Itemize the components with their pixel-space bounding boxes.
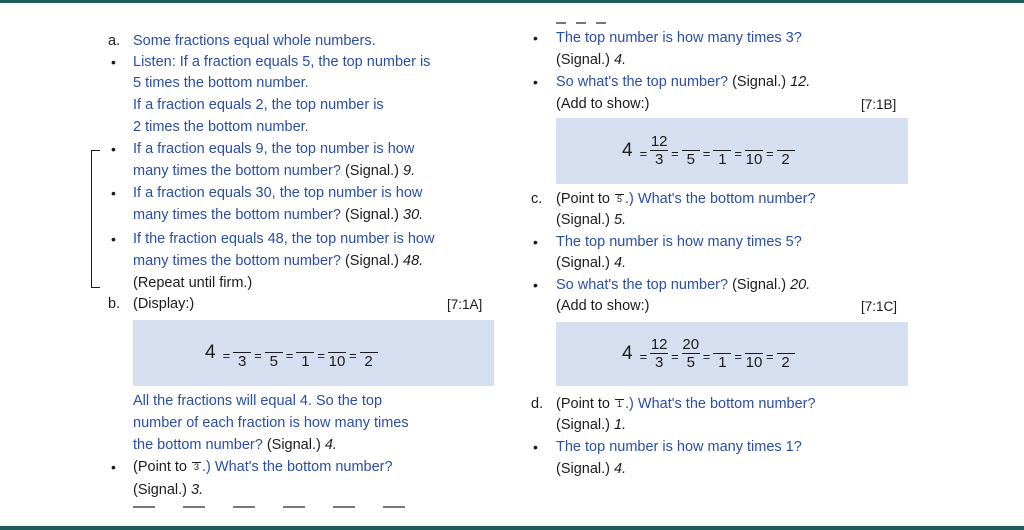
listen-line-1: Listen: If a fraction equals 5, the top number is <box>133 54 431 70</box>
q48-line-2: many times the bottom number? (Signal.) 48. <box>133 253 424 269</box>
mini-fraction: 3 <box>194 462 200 473</box>
point-to-ones: (Point to 1 .) What's the bottom number? <box>556 396 816 412</box>
mini-fraction: 1 <box>617 399 623 410</box>
listen-line-4: 2 times the bottom number. <box>133 119 309 135</box>
bullet: • <box>533 439 538 455</box>
fraction: 10 <box>745 354 763 371</box>
fraction: 5 <box>682 134 700 167</box>
point-fifths-answer: (Signal.) 5. <box>556 212 627 228</box>
bullet: • <box>111 185 116 201</box>
section-b-letter: b. <box>108 296 121 312</box>
equals-sign: = <box>702 146 711 161</box>
cut-off-text <box>556 22 616 24</box>
fraction: $\frac{12}{3}$ <box>650 133 668 168</box>
equals-sign: = <box>317 348 325 363</box>
equation-2 <box>622 337 795 370</box>
fraction: 10 <box>745 151 763 168</box>
fraction: 2 <box>777 337 795 370</box>
all-fractions-line-2: number of each fraction is how many times <box>133 415 409 431</box>
top-times-3: The top number is how many times 3? <box>556 30 802 46</box>
so-what-top-12: So what's the top number? (Signal.) 12. <box>556 74 811 90</box>
bullet: • <box>533 30 538 46</box>
q30-line-2: many times the bottom number? (Signal.) 30. <box>133 207 424 223</box>
equals-sign: = <box>734 146 742 161</box>
equals-sign: = <box>285 348 294 363</box>
equals-sign: = <box>765 146 774 161</box>
top-times-3-answer: (Signal.) 4. <box>556 52 627 68</box>
bullet: • <box>111 231 116 247</box>
section-a-letter: a. <box>108 33 121 49</box>
equals-sign: = <box>671 146 679 161</box>
listen-line-2: 5 times the bottom number. <box>133 75 309 91</box>
bullet: • <box>533 74 538 90</box>
equals-sign: = <box>765 349 774 364</box>
tag-7-1a: [7:1A] <box>447 297 483 312</box>
fraction: 2 <box>360 336 378 369</box>
all-fractions-line-1: All the fractions will equal 4. So the top <box>133 393 383 409</box>
point-thirds-answer: (Signal.) 3. <box>133 482 204 498</box>
add-to-show-2: (Add to show:) <box>556 298 650 314</box>
whole-number: 4 <box>622 342 633 364</box>
section-d-letter: d. <box>531 396 544 412</box>
equals-sign: = <box>222 348 231 363</box>
bullet: • <box>111 459 116 475</box>
fraction: 1 <box>713 337 731 370</box>
tag-7-1c: [7:1C] <box>861 299 898 314</box>
display-label: (Display:) <box>133 296 195 312</box>
repeat-bracket <box>91 150 100 288</box>
mini-fraction: 5 <box>617 194 623 205</box>
section-c-letter: c. <box>531 191 543 207</box>
equals-sign: = <box>734 349 742 364</box>
so-what-top-20: So what's the top number? (Signal.) 20. <box>556 277 811 293</box>
equation-box-b <box>133 320 494 386</box>
bottom-frame-bar <box>0 526 1024 530</box>
all-fractions-line-3: the bottom number? (Signal.) 4. <box>133 437 337 453</box>
q9-line-1: If a fraction equals 9, the top number is how <box>133 141 415 157</box>
section-a-title: Some fractions equal whole numbers. <box>133 33 376 49</box>
fraction: $\frac{12}{3}$ <box>650 336 668 371</box>
top-times-1: The top number is how many times 1? <box>556 439 802 455</box>
q48-line-1: If the fraction equals 48, the top number is how <box>133 231 435 247</box>
top-times-1-answer: (Signal.) 4. <box>556 461 627 477</box>
fraction: 5 <box>265 336 283 369</box>
fraction: 1 <box>296 336 314 369</box>
point-to-thirds: (Point to 3 .) What's the bottom number? <box>133 459 393 475</box>
cut-off-text <box>133 506 433 508</box>
point-to-fifths: (Point to 5 .) What's the bottom number? <box>556 191 816 207</box>
equals-sign: = <box>639 349 648 364</box>
equals-sign: = <box>702 349 711 364</box>
whole-number: 4 <box>622 139 633 161</box>
bullet: • <box>111 54 116 70</box>
q9-line-2: many times the bottom number? (Signal.) 9. <box>133 163 416 179</box>
fraction: 3 <box>233 336 251 369</box>
equals-sign: = <box>254 348 262 363</box>
equals-sign: = <box>348 348 357 363</box>
bullet: • <box>533 234 538 250</box>
listen-line-3: If a fraction equals 2, the top number is <box>133 97 384 113</box>
fraction: 2 <box>777 134 795 167</box>
point-ones-answer: (Signal.) 1. <box>556 417 627 433</box>
equation-1 <box>622 134 795 167</box>
q30-line-1: If a fraction equals 30, the top number is how <box>133 185 423 201</box>
add-to-show-1: (Add to show:) <box>556 96 650 112</box>
bullet: • <box>533 277 538 293</box>
bullet: • <box>111 141 116 157</box>
top-times-5: The top number is how many times 5? <box>556 234 802 250</box>
top-times-5-answer: (Signal.) 4. <box>556 255 627 271</box>
equation-box-2 <box>556 322 908 386</box>
equation-b <box>205 336 378 369</box>
whole-number: 4 <box>205 341 216 363</box>
fraction: $\frac{20}{5}$ <box>682 336 700 371</box>
fraction: 1 <box>713 134 731 167</box>
fraction: 10 <box>328 353 346 370</box>
equals-sign: = <box>639 146 648 161</box>
tag-7-1b: [7:1B] <box>861 97 897 112</box>
equals-sign: = <box>671 349 679 364</box>
equation-box-1 <box>556 118 908 184</box>
repeat-note: (Repeat until firm.) <box>133 275 253 291</box>
